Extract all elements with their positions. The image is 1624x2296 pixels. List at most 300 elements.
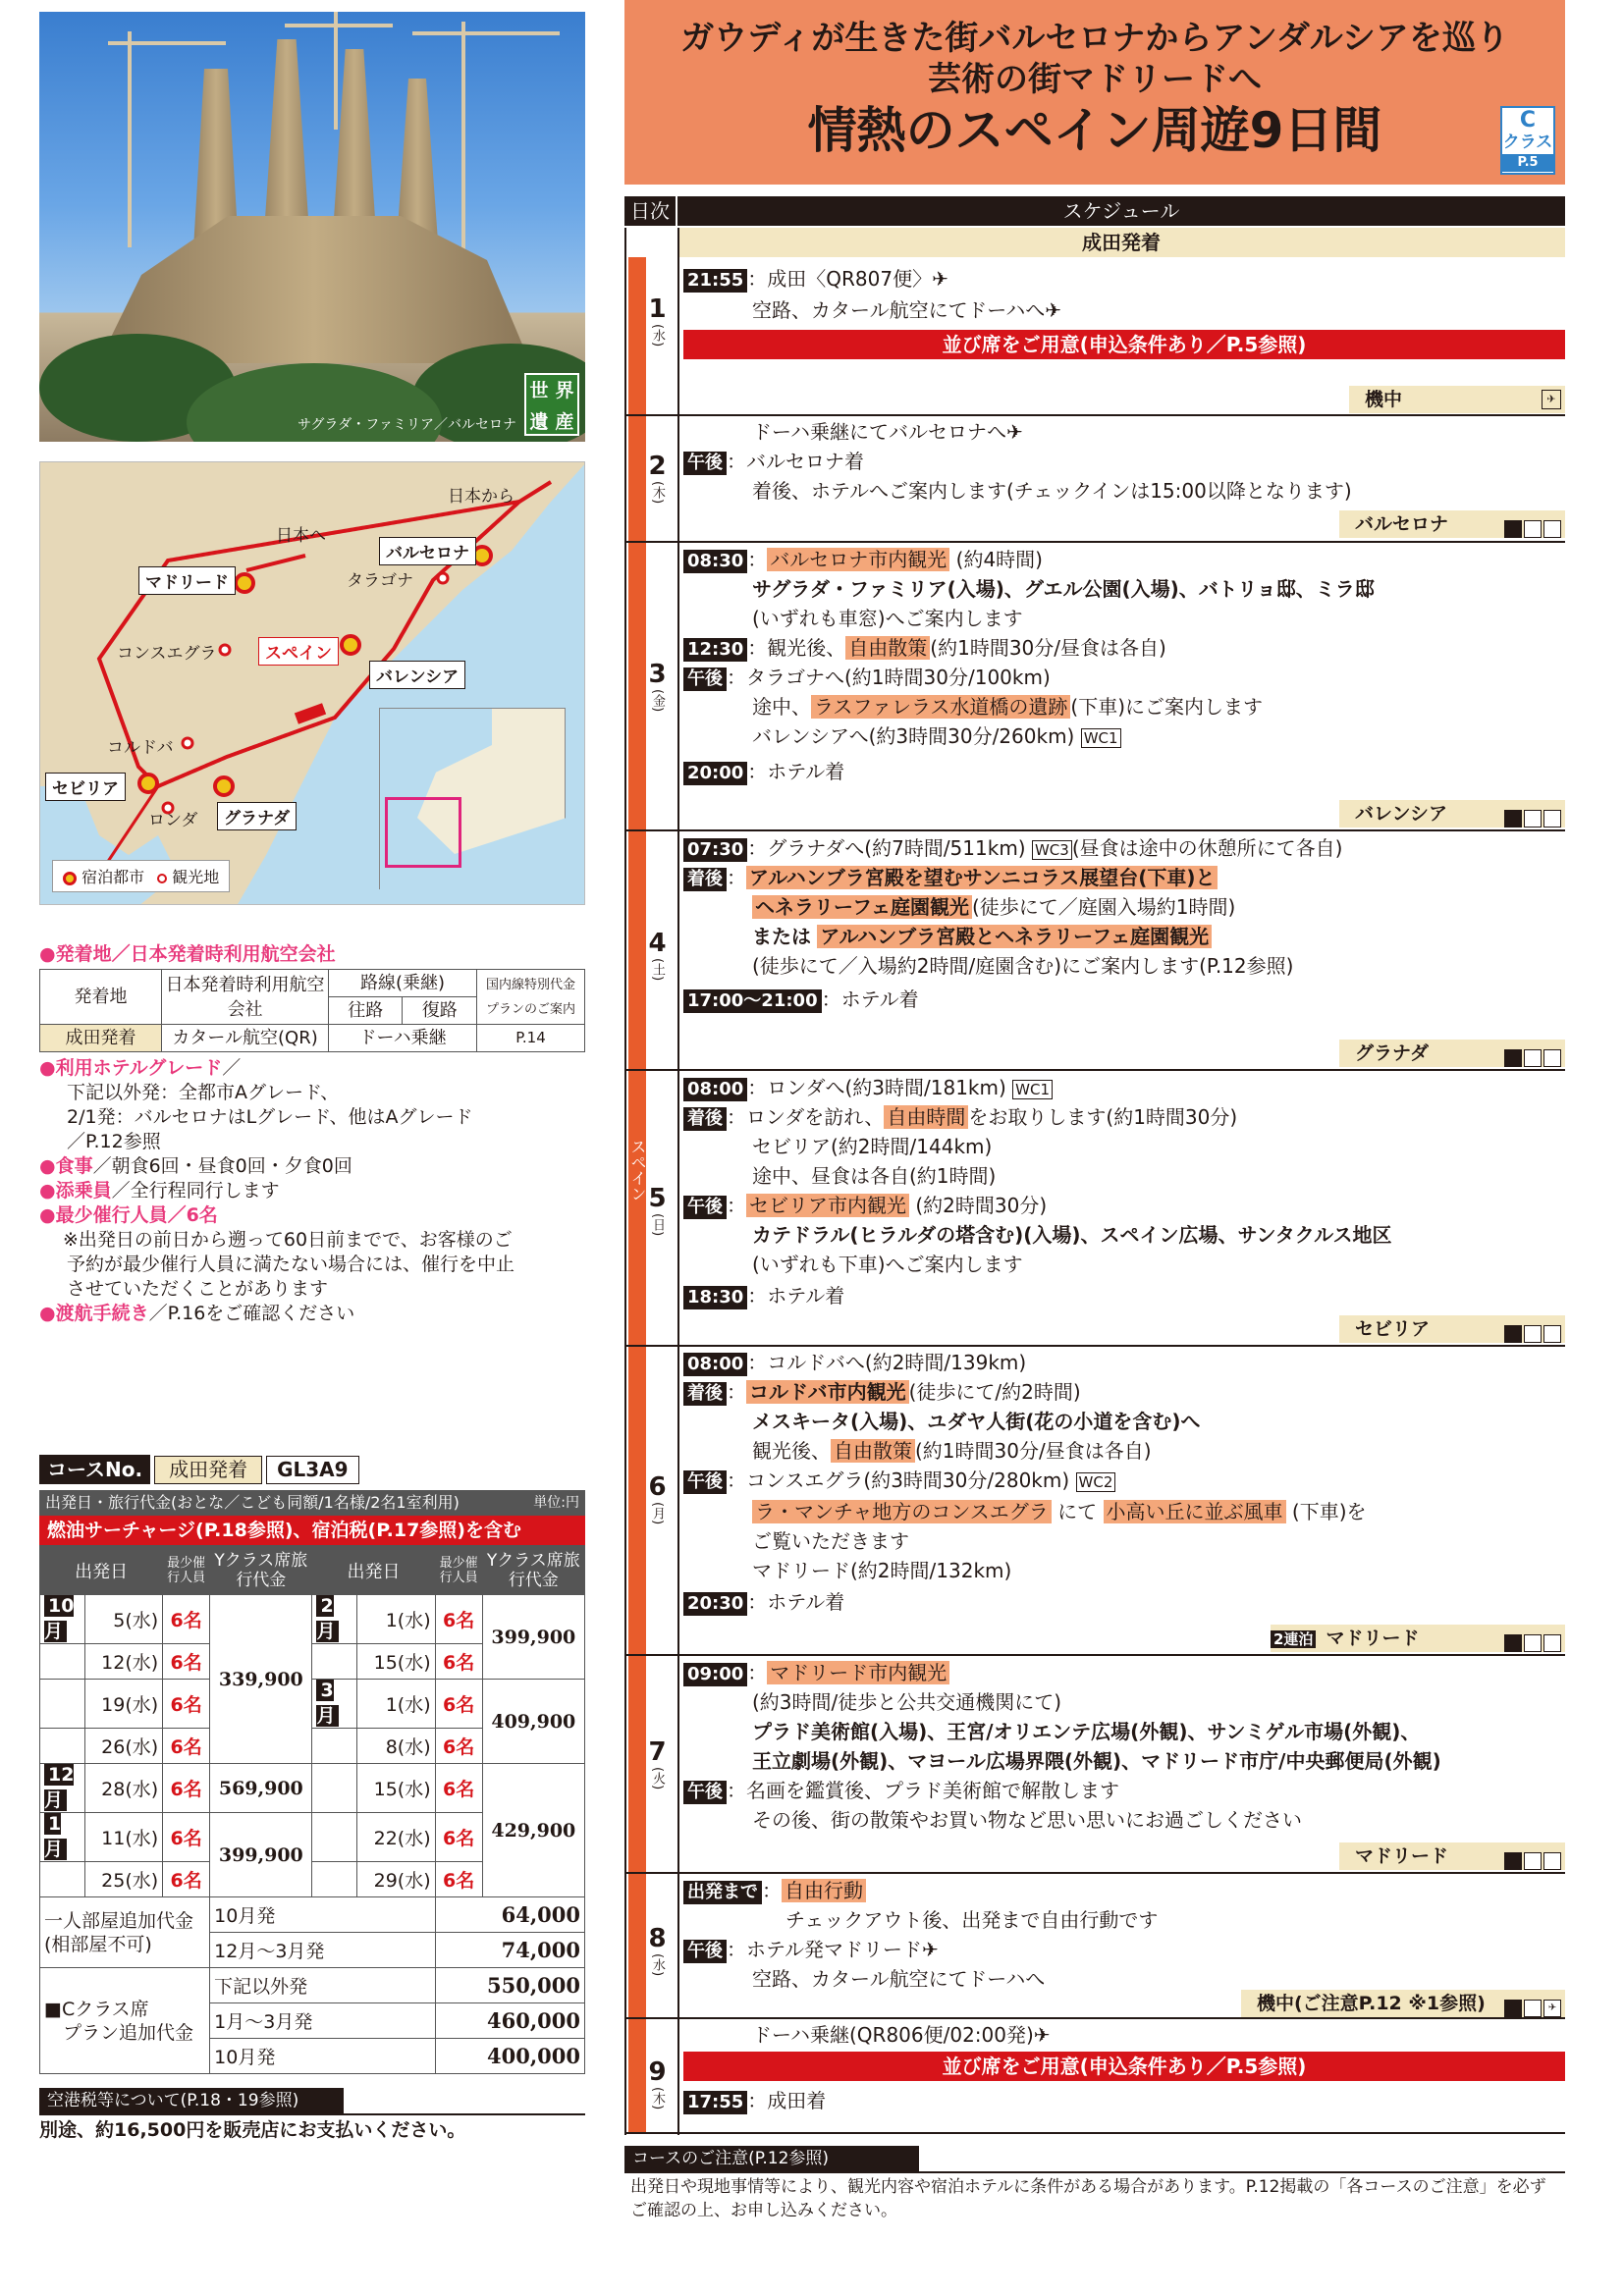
inset-highlight-spain — [385, 797, 461, 868]
time-tag: 08:00 — [683, 1353, 747, 1376]
wc-badge: WC1 — [1012, 1080, 1053, 1099]
day-divider — [624, 1872, 1565, 1874]
map-city-barcelona: バルセロナ — [379, 537, 476, 565]
course-note — [624, 2146, 1565, 2224]
d6-line-c: メスキータ(入場)、ユダヤ人街(花の小道を含む)へ — [752, 1410, 1201, 1433]
d2-line-c: 着後、ホテルへご案内します(チェックインは15:00以降となります) — [752, 479, 1352, 503]
time-tag: 午後 — [683, 667, 727, 691]
dep-date: 11(水) — [84, 1813, 162, 1862]
map-spot-tarragona: タラゴナ — [347, 571, 413, 591]
meal-value: ／朝食6回・昼食0回・夕食0回 — [92, 1155, 352, 1177]
price-cell: 339,900 — [210, 1595, 312, 1764]
d3-d3: (約1時間30分/昼食は各自) — [930, 636, 1166, 660]
c-class-letter: C — [1519, 108, 1537, 133]
dinner-icon — [1543, 1634, 1561, 1652]
day-number: 7 — [648, 1737, 667, 1767]
stay-city: 機中 — [1365, 389, 1403, 410]
time-tag: 午後 — [683, 1781, 727, 1804]
d6-consuegra: ラ・マンチャ地方のコンスエグラ — [752, 1500, 1052, 1523]
spain-bar-label: スペイン — [628, 1139, 647, 1201]
d6-line-g: ご覧いただきます — [752, 1529, 909, 1553]
heritage-char: 世 — [529, 380, 549, 401]
min-count: 6名 — [435, 1862, 482, 1897]
dep-date: 1(水) — [357, 1595, 435, 1644]
month-badge: 1月 — [44, 1813, 67, 1860]
stay-label — [1271, 1625, 1565, 1652]
price-cell: 399,900 — [210, 1813, 312, 1897]
d3-barcelona-tour: バルセロナ市内観光 — [767, 548, 949, 571]
th-airline: 日本発着時利用航空会社 — [162, 970, 329, 1025]
time-tag: 20:30 — [683, 1592, 747, 1616]
price-cell: 399,900 — [482, 1595, 584, 1680]
tour-title: 情熱のスペイン周遊9日間 — [807, 102, 1382, 159]
cell-departure: 成田発着 — [40, 1025, 162, 1052]
dep-label: 成田発着 — [677, 228, 1565, 257]
min-count: 6名 — [163, 1595, 210, 1644]
d3-line-e: ：タラゴナへ(約1時間30分/100km) — [727, 666, 1051, 689]
gutter-line-right — [677, 228, 679, 2135]
day-number: 2 — [648, 452, 667, 481]
time-tag: 出発まで — [683, 1881, 762, 1904]
conductor-value: ／全行程同行します — [111, 1180, 280, 1201]
map-city-madrid: マドリード — [138, 566, 236, 595]
d6-d1: 観光後、 — [752, 1439, 831, 1463]
course-note-text: 出発日や現地事情等により、観光内容や宿泊ホテルに条件がある場合があります。P.12掲載の「各コースのご注意」を必ずご確認の上、お申し込みください。 — [624, 2171, 1565, 2224]
min-count: 6名 — [435, 1595, 482, 1644]
d3-f1: 途中、 — [752, 695, 811, 719]
d5-line-d: 途中、昼食は各自(約1時間) — [752, 1164, 997, 1188]
stay-city: バレンシア — [1355, 803, 1448, 825]
time-tag: 17:55 — [683, 2091, 747, 2114]
legend-stay-label: 宿泊都市 — [81, 868, 145, 886]
min-count: 6名 — [435, 1813, 482, 1862]
min-count: 6名 — [163, 1729, 210, 1764]
lunch-icon — [1524, 1634, 1542, 1652]
min-count: 6名 — [435, 1729, 482, 1764]
d5-line-c: セビリア(約2時間/144km) — [752, 1135, 993, 1158]
gutter-line — [624, 228, 626, 2135]
day-2 — [648, 452, 667, 504]
banner-line-1: ガウディが生きた街バルセロナからアンダルシアを巡り — [680, 19, 1509, 58]
c-class-label: ■Cクラス席 プラン追加代金 — [40, 1968, 210, 2074]
dep-date: 1(水) — [357, 1680, 435, 1729]
single-room-label: 一人部屋追加代金 (相部屋不可) — [40, 1897, 210, 1968]
day-divider — [624, 1654, 1565, 1656]
time-tag: 午後 — [683, 1470, 727, 1494]
min-count: 6名 — [163, 1813, 210, 1862]
time-tag: 08:00 — [683, 1078, 747, 1101]
d7-line-d: 王立劇場(外観)、マヨール広場界隈(外観)、マドリード市庁/中央郵便局(外観) — [752, 1749, 1441, 1773]
breakfast-icon — [1504, 1049, 1522, 1067]
cell-route: ドーハ乗継 — [329, 1025, 477, 1052]
hotel-line-1: 下記以外発：全都市Aグレード、 — [67, 1082, 340, 1103]
th-day: 日次 — [624, 196, 676, 226]
d2-line-a: ドーハ乗継にてバルセロナへ✈ — [752, 420, 1023, 444]
info-section — [39, 942, 585, 1326]
single-room-value: 74,000 — [435, 1933, 584, 1968]
day-number: 9 — [648, 2057, 667, 2087]
th-dep-right: 出発日 — [312, 1546, 435, 1595]
plane-meal-icon: ✈ — [1542, 390, 1561, 409]
day-weekday: (水) — [650, 1953, 665, 1977]
day-divider — [624, 829, 1565, 831]
d4-generalife: ヘネラリーフェ庭園観光 — [752, 895, 972, 919]
day-4 — [648, 929, 667, 981]
map-city-valencia: バレンシア — [369, 661, 465, 689]
table-row — [40, 1680, 585, 1729]
course-section — [39, 1455, 585, 2145]
heritage-char: 遺 — [529, 411, 549, 433]
day-divider — [624, 541, 1565, 543]
map-country-spain: スペイン — [258, 637, 339, 666]
lunch-icon — [1524, 810, 1542, 828]
day-weekday: (木) — [650, 2087, 665, 2110]
d6-f2: にて — [1057, 1500, 1098, 1523]
d8-line-d: 空路、カタール航空にてドーハへ — [752, 1967, 1046, 1991]
map-label-from-japan: 日本から — [448, 487, 514, 507]
d6-line-i: ：ホテル着 — [747, 1590, 845, 1614]
d3-line-g: バレンシアへ(約3時間30分/260km) — [752, 724, 1075, 748]
map-city-granada: グラナダ — [217, 802, 297, 830]
time-tag: 着後 — [683, 1107, 727, 1131]
stay-city: バルセロナ — [1355, 513, 1449, 535]
heritage-char: 産 — [555, 411, 574, 433]
day-divider — [624, 1345, 1565, 1347]
time-tag: 20:00 — [683, 762, 747, 785]
stay-city: マドリード — [1326, 1628, 1420, 1649]
month-badge: 2月 — [316, 1595, 339, 1642]
d5-b1: ：ロンダを訪れ、 — [727, 1105, 885, 1129]
c-class-value: 460,000 — [435, 2003, 584, 2039]
map-spot-consuegra: コンスエグラ — [117, 644, 217, 664]
legend-sight-label: 観光地 — [172, 868, 220, 886]
d7-line-b: (約3時間/徒歩と公共交通機関にて) — [752, 1690, 1062, 1714]
plane-meal-icon: ✈ — [1543, 2000, 1561, 2017]
lunch-icon — [1524, 520, 1542, 538]
day-6 — [648, 1472, 667, 1524]
min-note-3: させていただくことがあります — [67, 1278, 329, 1300]
dep-date: 29(水) — [357, 1862, 435, 1897]
hotel-heading: ●利用ホテルグレード — [39, 1057, 223, 1079]
day-weekday: (日) — [650, 1213, 665, 1237]
single-room-key: 12月～3月発 — [210, 1933, 435, 1968]
day-divider — [624, 2132, 1565, 2134]
table-row — [40, 1897, 585, 1933]
stay-label — [1339, 510, 1565, 538]
stay-city: グラナダ — [1355, 1042, 1430, 1064]
month-badge: 3月 — [316, 1680, 339, 1727]
min-participants-heading: ●最少催行人員／6名 — [39, 1204, 218, 1226]
time-tag: 午後 — [683, 452, 727, 475]
day-number: 4 — [648, 929, 667, 958]
dinner-icon — [1543, 810, 1561, 828]
breakfast-icon — [1504, 520, 1522, 538]
d3-line-h: ：ホテル着 — [747, 760, 845, 783]
d8-line-b: チェックアウト後、出発まで自由行動です — [785, 1908, 1159, 1932]
d4-line-a: ：グラナダへ(約7時間/511km) — [747, 836, 1026, 860]
th-return: 復路 — [403, 997, 477, 1025]
day-number: 3 — [648, 660, 667, 689]
day-weekday: (水) — [650, 324, 665, 347]
dep-date: 22(水) — [357, 1813, 435, 1862]
day-number: 6 — [648, 1472, 667, 1502]
consecutive-nights: 2連泊 — [1271, 1630, 1316, 1648]
photo-caption: サグラダ・ファミリア／バルセロナ — [297, 417, 516, 433]
sagrada-familia-photo — [39, 12, 585, 442]
world-heritage-badge — [524, 373, 579, 436]
day-divider — [624, 1069, 1565, 1071]
map-spot-cordoba: コルドバ — [107, 738, 174, 758]
d3-free-walk: 自由散策 — [845, 636, 930, 660]
course-no-label: コースNo. — [39, 1455, 150, 1484]
breakfast-icon — [1504, 1325, 1522, 1343]
inset-map — [379, 708, 566, 889]
d6-line-e: ：コンスエグラ(約3時間30分/280km) — [727, 1468, 1070, 1492]
stay-city: セビリア — [1355, 1318, 1431, 1340]
th-schedule: スケジュール — [677, 196, 1565, 226]
hotel-line-3: ／P.12参照 — [67, 1131, 161, 1152]
table-row — [40, 1764, 585, 1813]
d5-e2: (約2時間30分) — [915, 1194, 1048, 1217]
lunch-icon — [1524, 2000, 1542, 2017]
lunch-icon — [1524, 1049, 1542, 1067]
c-class-page: P.5 — [1502, 154, 1553, 172]
departure-heading: ●発着地／日本発着時利用航空会社 — [39, 943, 336, 965]
d5-sevilla-tour: セビリア市内観光 — [746, 1194, 909, 1217]
hotel-line-2: 2/1発：バルセロナはLグレード、他はAグレード — [67, 1106, 473, 1128]
th-min-left: 最少催行人員 — [163, 1546, 210, 1595]
d6-f4: (下車)を — [1291, 1500, 1367, 1523]
month-badge: 10月 — [44, 1595, 75, 1642]
day-number: 5 — [648, 1184, 667, 1213]
time-tag: 09:00 — [683, 1663, 747, 1686]
conductor-heading: ●添乗員 — [39, 1180, 112, 1201]
course-note-heading: コースのご注意(P.12参照) — [624, 2146, 919, 2171]
tour-banner — [624, 0, 1565, 185]
tax-heading: 空港税等について(P.18・19参照) — [39, 2088, 344, 2113]
dinner-icon — [1543, 520, 1561, 538]
c-class-key: 1月～3月発 — [210, 2003, 435, 2039]
d6-free-walk: 自由散策 — [831, 1439, 915, 1463]
course-unit: 単位:円 — [533, 1495, 579, 1511]
dinner-icon — [1543, 1852, 1561, 1870]
day-1 — [648, 294, 667, 347]
month-badge: 12月 — [44, 1764, 75, 1811]
d4-line-e: (徒歩にて／入場約2時間/庭園含む)にご案内します(P.12参照) — [752, 954, 1294, 978]
day-weekday: (火) — [650, 1767, 665, 1790]
day-weekday: (土) — [650, 958, 665, 982]
hotel-heading-tail: ／ — [222, 1057, 242, 1079]
min-count: 6名 — [163, 1764, 210, 1813]
single-room-key: 10月発 — [210, 1897, 435, 1933]
cell-domestic: P.14 — [477, 1025, 585, 1052]
price-cell: 429,900 — [482, 1764, 584, 1897]
dinner-icon — [1543, 1049, 1561, 1067]
d9-line-a: ドーハ乗継(QR806便/02:00発)✈ — [752, 2023, 1051, 2047]
th-price-left: Yクラス席旅行代金 — [210, 1546, 312, 1595]
cell-airline: カタール航空(QR) — [162, 1025, 329, 1052]
d6-cordoba-tour: コルドバ市内観光 — [746, 1380, 909, 1404]
min-count: 6名 — [163, 1862, 210, 1897]
d8-line-c: ：ホテル発マドリード✈ — [727, 1938, 939, 1961]
min-count: 6名 — [163, 1644, 210, 1680]
legend-stay-icon — [63, 872, 77, 885]
dep-date: 25(水) — [84, 1862, 162, 1897]
th-dep-left: 出発日 — [40, 1546, 163, 1595]
seat-notice-bar: 並び席をご用意(申込条件あり／P.5参照) — [683, 2052, 1565, 2081]
min-note-2: 予約が最少催行人員に満たない場合には、催行を中止 — [67, 1254, 515, 1275]
wc-badge: WC3 — [1032, 840, 1072, 860]
wc-badge: WC1 — [1081, 728, 1121, 748]
tax-value: 別途、約16,500円を販売店にお支払いください。 — [39, 2113, 585, 2145]
time-tag: 午後 — [683, 1940, 727, 1963]
d3-f3: (下車)にご案内します — [1070, 695, 1264, 719]
min-count: 6名 — [435, 1644, 482, 1680]
d4-line-f: ：ホテル着 — [821, 988, 919, 1011]
stay-label — [1241, 1990, 1565, 2017]
travel-value: ／P.16をご確認ください — [148, 1303, 355, 1324]
day-7 — [648, 1737, 667, 1789]
d8-free-activity: 自由行動 — [782, 1879, 866, 1902]
d4-alhambra-palace: アルハンブラ宮殿とヘネラリーフェ庭園観光 — [817, 925, 1212, 948]
time-tag: 着後 — [683, 1382, 727, 1406]
dep-date: 12(水) — [84, 1644, 162, 1680]
stay-label — [1339, 1842, 1565, 1870]
day-weekday: (木) — [650, 481, 665, 505]
c-class-value: 400,000 — [435, 2039, 584, 2074]
time-tag: 08:30 — [683, 550, 747, 573]
time-tag: 12:30 — [683, 638, 747, 662]
day-divider — [624, 2017, 1565, 2019]
route-map — [39, 461, 585, 905]
time-tag: 21:55 — [683, 269, 747, 293]
heritage-char: 界 — [555, 380, 574, 401]
day-3 — [648, 660, 667, 712]
departure-table — [39, 969, 585, 1052]
lunch-icon — [1524, 1852, 1542, 1870]
d5-line-f: カテドラル(ヒラルダの塔含む)(入場)、スペイン広場、サンタクルス地区 — [752, 1223, 1392, 1247]
day-number: 8 — [648, 1924, 667, 1953]
d6-line-h: マドリード(約2時間/132km) — [752, 1559, 1012, 1582]
breakfast-icon — [1504, 1634, 1522, 1652]
th-route: 路線(乗継) — [329, 970, 477, 997]
min-count: 6名 — [435, 1680, 482, 1729]
d5-line-g: (いずれも下車)へご案内します — [752, 1253, 1023, 1276]
min-count: 6名 — [163, 1680, 210, 1729]
course-subheader — [39, 1490, 585, 1516]
min-note-1: ※出発日の前日から遡って60日前までで、お客様のご — [63, 1229, 513, 1251]
day-number: 1 — [648, 294, 667, 324]
breakfast-icon — [1504, 810, 1522, 828]
d4-alhambra-view: アルハンブラ宮殿を望むサンニコラス展望台(下車)と — [746, 866, 1218, 889]
dinner-icon — [1543, 1325, 1561, 1343]
d7-line-f: その後、街の散策やお買い物など思い思いにお過ごしください — [752, 1808, 1302, 1832]
d6-d3: (約1時間30分/昼食は各自) — [915, 1439, 1152, 1463]
dep-date: 15(水) — [357, 1644, 435, 1680]
c-class-value: 550,000 — [435, 1968, 584, 2003]
th-min-right: 最少催行人員 — [435, 1546, 482, 1595]
stay-city: マドリード — [1355, 1845, 1449, 1867]
d7-madrid-tour: マドリード市内観光 — [767, 1661, 949, 1684]
c-class-key: 下記以外発 — [210, 1968, 435, 2003]
banner-line-2: 芸術の街マドリードへ — [928, 60, 1262, 99]
lunch-icon — [1524, 1325, 1542, 1343]
single-room-value: 64,000 — [435, 1897, 584, 1933]
dep-date: 28(水) — [84, 1764, 162, 1813]
d4-line-a2: (昼食は途中の休憩所にて各自) — [1071, 836, 1343, 860]
d5-line-a: ：ロンダへ(約3時間/181km) — [747, 1076, 1006, 1099]
map-legend — [52, 860, 230, 892]
course-dep: 成田発着 — [154, 1456, 262, 1484]
dep-date: 5(水) — [84, 1595, 162, 1644]
th-outbound: 往路 — [329, 997, 403, 1025]
day-weekday: (金) — [650, 689, 665, 713]
d5-line-h: ：ホテル着 — [747, 1284, 845, 1308]
day-8 — [648, 1924, 667, 1976]
breakfast-icon — [1504, 2000, 1522, 2017]
stay-label — [1339, 1315, 1565, 1343]
d3-aqueduct: ラスファレラス水道橋の遺跡 — [811, 695, 1070, 719]
c-class-badge — [1500, 106, 1555, 175]
map-city-sevilla: セビリア — [45, 773, 126, 801]
day-weekday: (月) — [650, 1502, 665, 1525]
d5-b3: をお取りします(約1時間30分) — [968, 1105, 1238, 1129]
d4-or: または — [752, 925, 811, 948]
d6-windmills: 小高い丘に並ぶ風車 — [1104, 1500, 1286, 1523]
th-departure: 発着地 — [40, 970, 162, 1025]
course-sub: 出発日・旅行代金(おとな／こども同額/1名様/2名1室利用) — [45, 1493, 460, 1512]
table-row — [40, 1968, 585, 2003]
stay-label — [1339, 1040, 1565, 1067]
map-spot-ronda: ロンダ — [148, 811, 198, 830]
dep-date: 19(水) — [84, 1680, 162, 1729]
d7-line-e: ：名画を鑑賞後、プラド美術館で解散します — [727, 1779, 1119, 1802]
d5-free-time: 自由時間 — [884, 1105, 968, 1129]
dep-date: 8(水) — [357, 1729, 435, 1764]
d6-line-a: ：コルドバへ(約2時間/139km) — [747, 1351, 1027, 1374]
course-code: GL3A9 — [266, 1456, 358, 1484]
c-class-text: クラス — [1502, 133, 1553, 152]
day-5 — [648, 1184, 667, 1236]
d3-d1: ：観光後、 — [747, 636, 846, 660]
time-tag: 18:30 — [683, 1286, 747, 1309]
d3-line-c: (いずれも車窓)へご案内します — [752, 607, 1023, 630]
stay-label — [1339, 800, 1565, 828]
table-row — [40, 1595, 585, 1644]
price-cell: 409,900 — [482, 1680, 584, 1764]
d3-line-b: サグラダ・ファミリア(入場)、グエル公園(入場)、バトリョ邸、ミラ邸 — [752, 577, 1375, 601]
legend-sight-icon — [157, 874, 167, 883]
breakfast-icon — [1504, 1852, 1522, 1870]
fuel-notice: 燃油サーチャージ(P.18参照)、宿泊税(P.17参照)を含む — [39, 1516, 585, 1545]
c-class-key: 10月発 — [210, 2039, 435, 2074]
map-label-to-japan: 日本へ — [276, 526, 326, 546]
time-tag: 07:30 — [683, 838, 747, 862]
d1-line-b: 空路、カタール航空にてドーハへ✈ — [752, 298, 1061, 322]
price-table — [39, 1545, 585, 2074]
d4-line-c2: (徒歩にて／庭園入場約1時間) — [972, 895, 1236, 919]
meal-heading: ●食事 — [39, 1155, 93, 1177]
time-tag: 午後 — [683, 1196, 727, 1219]
d9-line-b: ：成田着 — [747, 2089, 827, 2112]
stay-label — [1349, 386, 1565, 413]
stay-city: 機中(ご注意P.12 ※1参照) — [1257, 1993, 1486, 2014]
d1-line-a: ：成田〈QR807便〉✈ — [747, 267, 948, 291]
seat-notice-bar: 並び席をご用意(申込条件あり／P.5参照) — [683, 330, 1565, 359]
d7-line-c: プラド美術館(入場)、王宮/オリエンテ広場(外観)、サンミゲル市場(外観)、 — [752, 1720, 1421, 1743]
d2-line-b: ：バルセロナ着 — [727, 450, 864, 473]
th-domestic: 国内線特別代金プランのご案内 — [477, 970, 585, 1025]
